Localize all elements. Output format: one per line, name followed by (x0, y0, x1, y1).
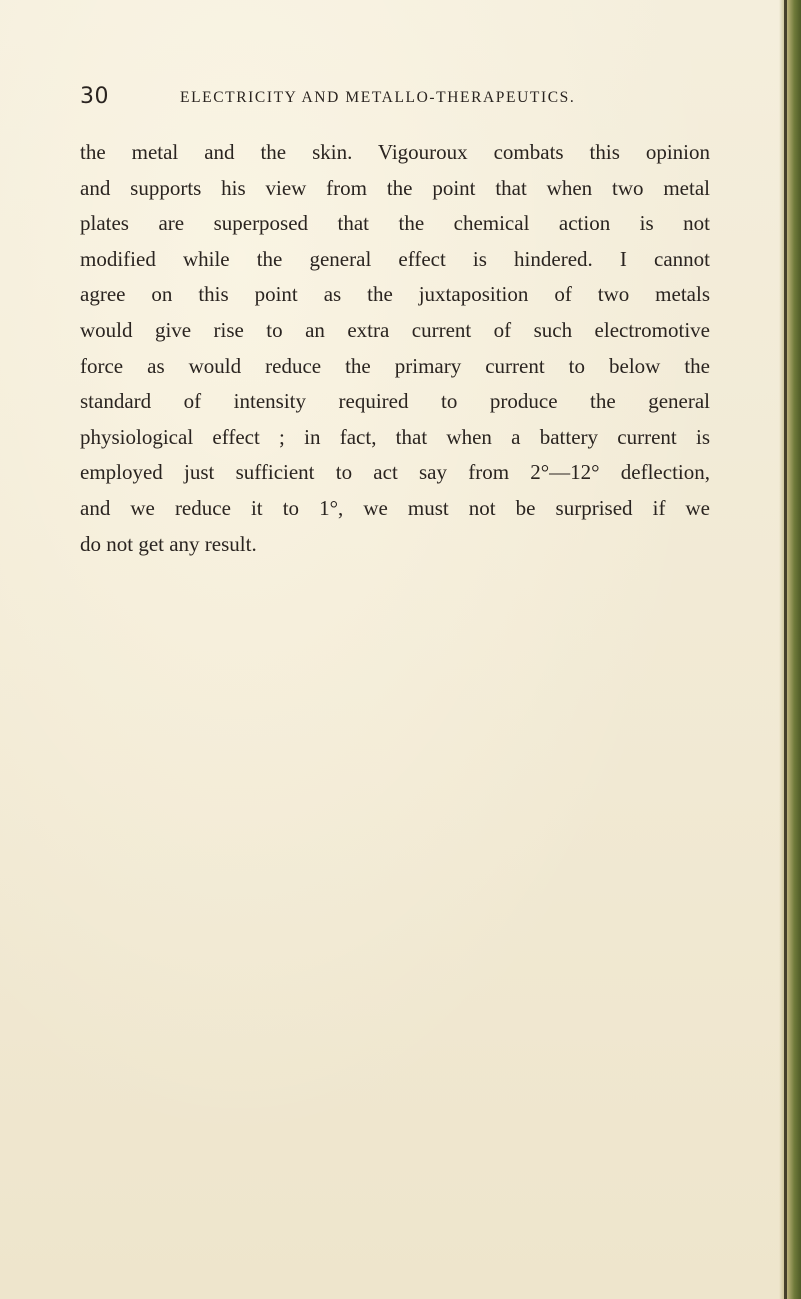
text-line: agree on this point as the juxtaposition of two metals (80, 282, 710, 307)
body-paragraph (80, 135, 710, 562)
text-line: standard of intensity required to produce the general (80, 389, 710, 414)
text-line: physiological effect ; in fact, that when a battery current is (80, 424, 710, 449)
page-number: 30 (80, 84, 109, 109)
text-line: the metal and the skin. Vigouroux combats this opinion (80, 140, 710, 164)
text-line: would give rise to an extra current of such electromotive (80, 317, 710, 342)
text-line: force as would reduce the primary current to below the (80, 353, 710, 378)
text-line-last: do not get any result. (80, 531, 257, 556)
text-line: and we reduce it to 1°, we must not be surprised if we (80, 495, 710, 520)
running-head (80, 84, 720, 112)
text-line: and supports his view from the point that when two metal (80, 175, 710, 200)
running-title: ELECTRICITY AND METALLO-THERAPEUTICS. (180, 89, 576, 106)
text-line: plates are superposed that the chemical action is not (80, 211, 710, 236)
text-line: modified while the general effect is hindered. I cannot (80, 246, 710, 271)
book-binding-edge (779, 0, 801, 1299)
binding-shadow (784, 0, 787, 1299)
text-line: employed just sufficient to act say from 2°—12° deflection, (80, 460, 710, 485)
